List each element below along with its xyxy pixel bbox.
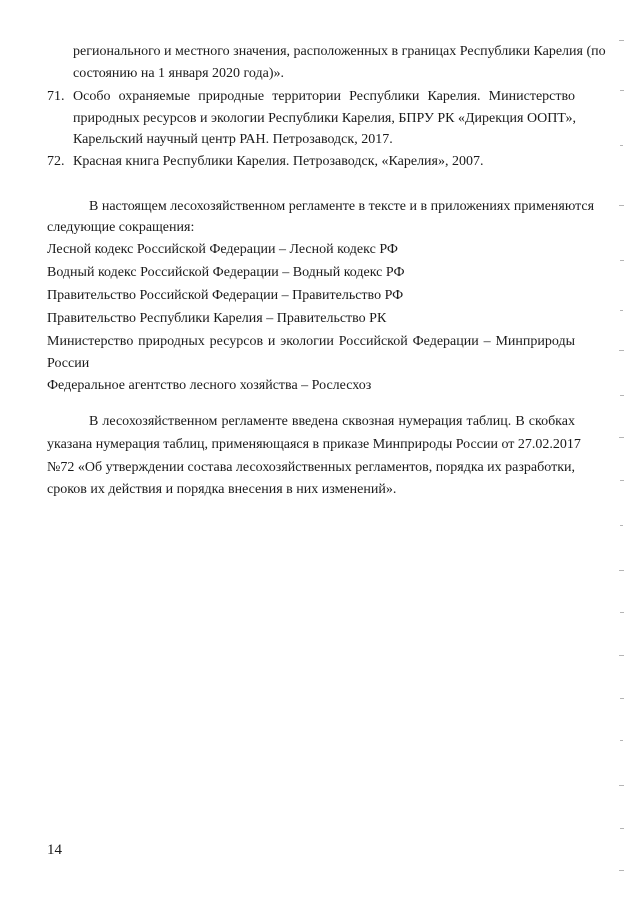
scan-edge-mark — [620, 90, 624, 91]
abbreviation-item: Лесной кодекс Российской Федерации – Лесной кодекс РФ — [47, 242, 398, 257]
scan-edge-mark — [620, 698, 624, 699]
scan-edge-mark — [619, 570, 624, 571]
numbering-note-line: сроков их действия и порядка внесения в них изменений». — [47, 482, 397, 497]
reference-text-line: Карельский научный центр РАН. Петрозаводск, 2017. — [73, 132, 393, 147]
scan-edge-mark — [620, 145, 623, 146]
scan-edge-mark — [620, 480, 624, 481]
scan-edge-mark — [619, 870, 624, 871]
scan-edge-mark — [620, 612, 624, 613]
scan-edge-mark — [619, 655, 624, 656]
numbering-note-line: №72 «Об утверждении состава лесохозяйственных регламентов, порядка их разработки, — [47, 460, 575, 475]
scan-edge-mark — [619, 205, 624, 206]
scan-edge-mark — [619, 785, 624, 786]
abbreviation-item: Правительство Российской Федерации – Правительство РФ — [47, 288, 404, 303]
abbreviation-item: Водный кодекс Российской Федерации – Водный кодекс РФ — [47, 265, 405, 280]
reference-number: 72. — [47, 154, 65, 169]
scan-edge-mark — [620, 395, 624, 396]
page-number: 14 — [47, 842, 62, 858]
numbering-note-line: указана нумерация таблиц, применяющаяся в приказе Минприроды России от 27.02.2017 — [47, 437, 581, 452]
scan-edge-mark — [620, 260, 624, 261]
numbering-note-line: В лесохозяйственном регламенте введена сквозная нумерация таблиц. В скобках — [89, 414, 575, 429]
scan-edge-mark — [619, 437, 624, 438]
reference-text-line: Красная книга Республики Карелия. Петрозаводск, «Карелия», 2007. — [73, 154, 484, 169]
abbreviation-item: Правительство Республики Карелия – Правительство РК — [47, 311, 387, 326]
abbreviations-intro-line: В настоящем лесохозяйственном регламенте в тексте и в приложениях применяются — [89, 199, 595, 214]
abbreviation-item: России — [47, 356, 90, 371]
reference-text-line: природных ресурсов и экологии Республики Карелия, БПРУ РК «Дирекция ООПТ», — [73, 111, 576, 126]
reference-text-line: Особо охраняемые природные территории Республики Карелия. Министерство — [73, 89, 575, 104]
scan-edge-mark — [620, 525, 623, 526]
abbreviation-item: Федеральное агентство лесного хозяйства – Рослесхоз — [47, 378, 372, 393]
scan-edge-mark — [620, 828, 624, 829]
scan-edge-mark — [619, 350, 624, 351]
reference-continuation-line: регионального и местного значения, расположенных в границах Республики Карелия (по — [73, 44, 606, 59]
reference-continuation-line: состоянию на 1 января 2020 года)». — [73, 66, 285, 81]
abbreviations-intro-line: следующие сокращения: — [47, 220, 195, 235]
scan-edge-mark — [619, 40, 624, 41]
scan-edge-mark — [620, 310, 623, 311]
reference-number: 71. — [47, 89, 65, 104]
scan-edge-mark — [620, 740, 623, 741]
abbreviation-item: Министерство природных ресурсов и экологии Российской Федерации – Минприроды — [47, 334, 575, 349]
